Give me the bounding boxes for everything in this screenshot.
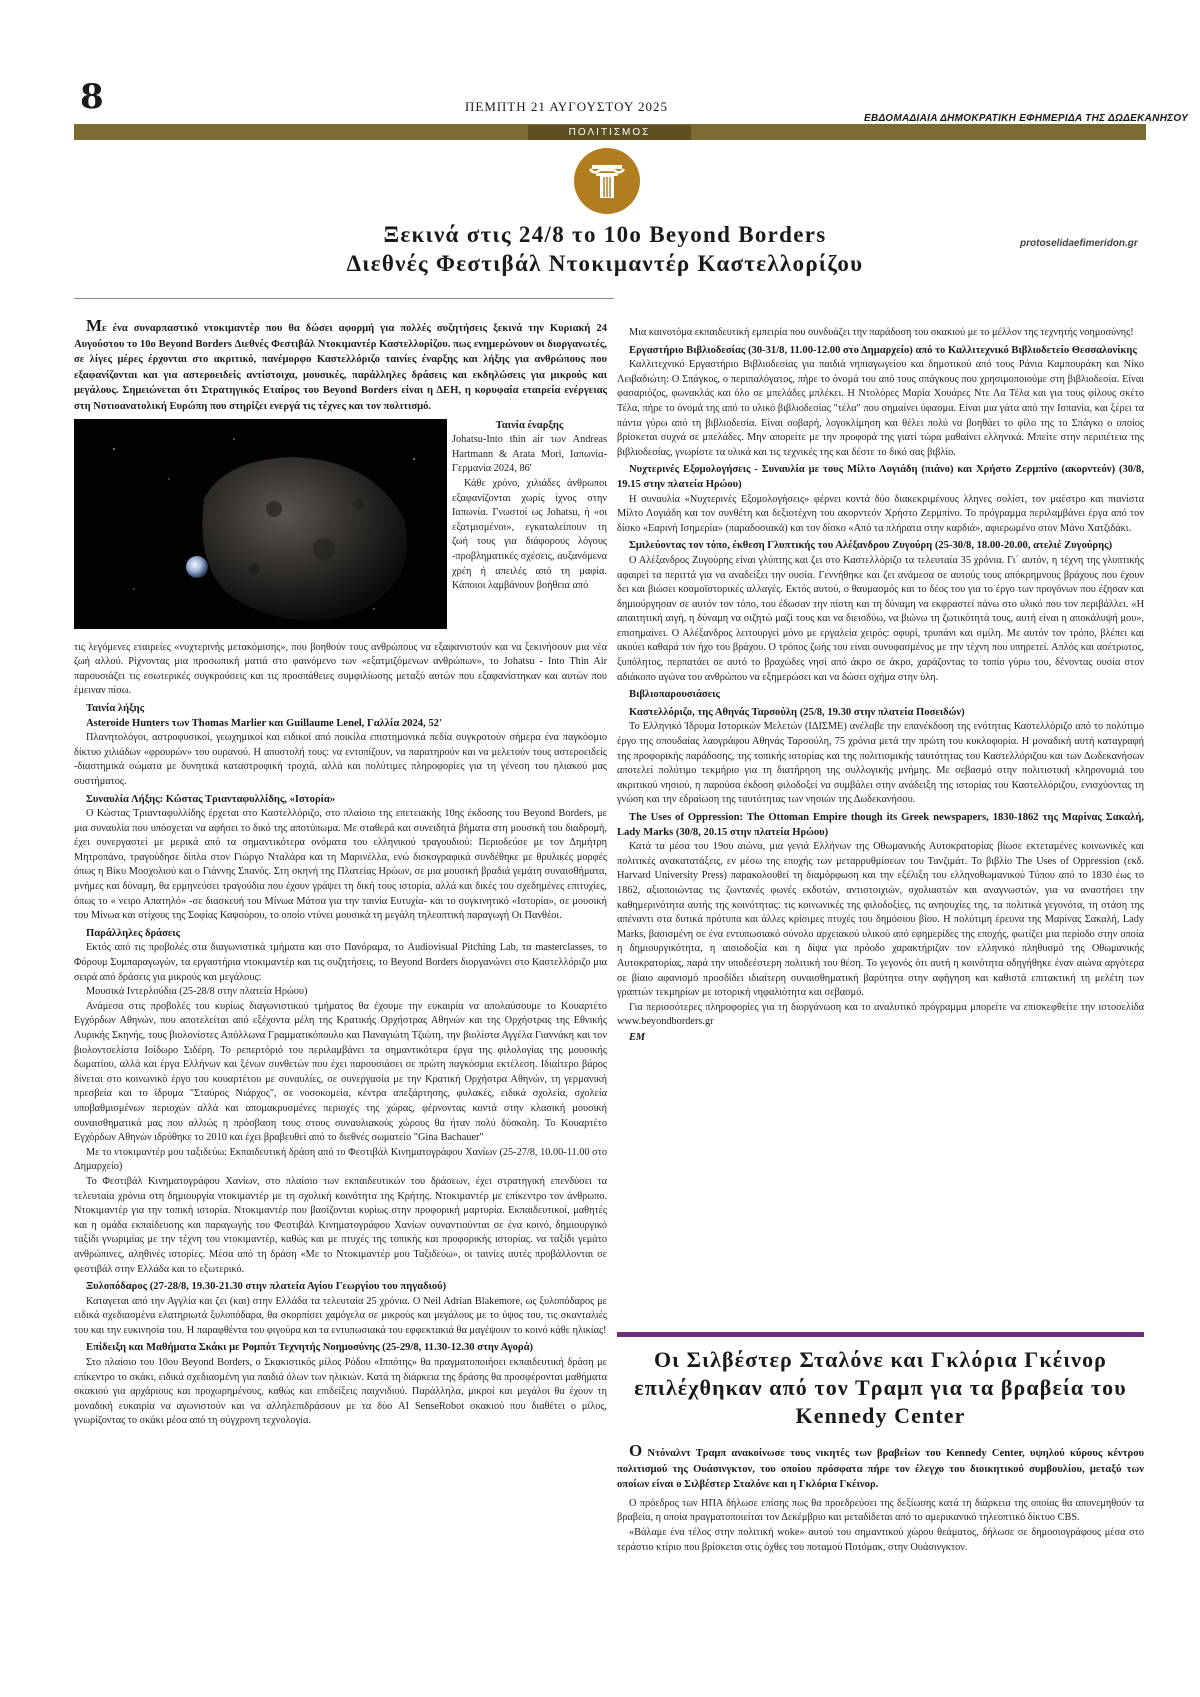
- lead-paragraph: [74, 318, 607, 415]
- night-concert-text: Η συναυλία «Νυχτερινές Εξομολογήσεις» φέρνει κοντά δύο διακεκριμένους λληνες σολίστ, τον μαέστρο και πιανίστα Μίλτο Λογιάδη και τον συνθέτη και δεξιοτέχνη του ακορντεόν Χρήστο Ζερμπίνο. Το πρόγραμμα περιλαμβάνει έργα από τον δίσκο «Εαρινή Ισημερία» (παραδοσιακά) και τον δίσκο «Από τα πλήρατα στην καρδιά», αφιερωμένο στον Μάνο Χατζιδάκι.: [617, 493, 1144, 534]
- film-open-heading: Ταινία έναρξης: [495, 419, 564, 431]
- article2-paragraph-2: «Βάλαμε ένα τέλος στην πολιτική woke» αυτού του σημαντικού χώρου θεάματος, δήλωσε σε δημοσιογράφους μέσα στο τεράστιο κτίριο που βρίσκεται στις όχθες του ποταμού Ποτόμακ, στην Ουάσινγκτον.: [617, 1526, 1144, 1553]
- drop-cap: Μ: [86, 316, 103, 335]
- stilts-text: Καταγεται από την Αγγλία και ζει (και) στην Ελλάδα τα τελευταία 25 χρόνια. Ο Neil Adrian Blakemore, ως ξυλοπόδαρος με ειδικά σχεδιασμένα ελατηριωτά ξυλοπόδαρα, θα σκορπίσει χαμόγελα σε μικρούς και μεγάλους με το ύψος του, τις σκανταλιές του και την ευκινησία του. Η παραφθέντα του φιγούρα και τα εντυπωσιακά του εφφεκτακιά θα μαγέψουν το κοινό κάθε ηλικίας!: [74, 1295, 607, 1336]
- interlude-text: Ανάμεσα στις προβολές του κυρίως διαγωνιστικού τμήματος θα έχουμε την ευκαιρία να απολαύσουμε το Κουαρτέτο Εγχόρδων Αθηνών, που αποτελείται από εξέχοντα μέλη της Κρατικής Ορχήστρας Αθηνών και της Ορχήστρας της Εθνικής Λυρικής Σκηνής, τους βιολονίστες Απόλλωνα Γραμματικόπουλο και Παναγιώτη Τζιώτη, την βιολίστα Αγγέλα Γιαννάκη και τον βιολοντσελίστα Ισίδωρο Σιδέρη. Το ρεπερτόριό του περιλαμβάνει τα σημαντικότερα έργα της φιλολογίας της μουσικής δωματίου, αλλά και έργα Ελλήνων και ξένων συνθετών που έχει παρουσιάσει σε πρώτη παγκόσμια εκτέλεση. Ιδιαίτερο βάρος δίνεται στο κοινωνικό έργο του κουαρτέτου με συναυλίες, σε συνεργασία με την Κρατική Ορχήστρα Αθηνών, τη γερμανική πρεσβεία και το ίδρυμα "Σταύρος Νιάρχος", σε νοσοκομεία, κέντρα απεξάρτησης, φυλακές, ειδικά σχολεία, σχολεία υποβαθμισμένων περιοχών αλλά και απομακρυσμένες περιοχές της χώρας, φέρνοντας κοντά στην κλασική μουσική συναισθηματικά μας που αλλιώς η πρόσβαση τους στους συναυλιακούς χώρους θα ήταν πολύ δύσκολη. Το Κουαρτέτο Εγχόρδων Αθηνών ιδρύθηκε το 2010 και έχει βραβευθεί από το διεθνές σωματείο "Gina Bachauer": [74, 1000, 607, 1144]
- sculpture-heading: Σμιλεύοντας τον τόπο, έκθεση Γλυπτικής του Αλέξανδρου Ζυγούρη (25-30/8, 18.00-20.00, ατελιέ Ζυγούρης): [629, 540, 1113, 552]
- article2-body: [617, 1443, 1144, 1555]
- article2-drop-cap: Ο: [629, 1441, 643, 1460]
- concert-heading: Συναυλία Λήξης: Κώστας Τριανταφυλλίδης, «Ιστορία»: [86, 793, 336, 805]
- headline-line-2: Διεθνές Φεστιβάλ Ντοκιμαντέρ Καστελλορίζου: [346, 251, 864, 276]
- film-close-title: Asteroide Hunters των Thomas Marlier και Guillaume Lenel, Γαλλία 2024, 52': [86, 717, 442, 729]
- article-left-column: [74, 318, 607, 1429]
- bookbinding-text: Καλλιτεχνικό Εργαστήριο Βιβλιοδεσίας για παιδιά νηπιαγωγείου και δημοτικού από τους Ράνια Καμπουράκη και Νίκο Λειβαδιώτη: Ο Σπάγκος, ο περιπαλόγατος, πήρε το όνομά του από τους σπάγκους που χρησιμοποιούμε στη βιβλιοδεσία. Είναι φασαριόζος, φωνακλάς και όλο σε μπελάδες μπλέκει. Η Ντολόρες Μαρία Χουάρες Ντε Λα Τέλα και για τους φίλους σκέτο Τέλα, πήρε το όνομά της από το υλικό βιβλιοδεσίας "τέλα" που σημαίνει ύφασμα. Είναι μια γάτα από την Ισπανία, και ξέρει τα πάντα γύρω από τη βιβλιοδεσία. Είναι σοβαρή, λογοκλίμηση και θέλει πολύ να βοηθάει το φίλο της το Σπάγκο ο οποίος βρίσκεται συχνά σε μπελάδες. Μην απορείτε με την προφορά της γιατί τώρα μαθαίνει ελληνικά. Μπείτε στην περιπέτεια της βιβλιοδεσίας, γνωρίστε τα υλικά και τις τεχνικές της και δέστε το δικό σας βιβλίο.: [617, 359, 1144, 458]
- photo-side-text: [452, 419, 607, 594]
- divider: [74, 298, 614, 299]
- asteroid-image: [74, 419, 447, 629]
- parallel-heading: Παράλληλες δράσεις: [86, 927, 181, 939]
- dateline: ΠΕΜΠΤΗ 21 ΑΥΓΟΥΣΤΟΥ 2025: [465, 99, 669, 114]
- article-headline: [210, 220, 1000, 278]
- masthead: ΕΒΔΟΜΑΔΙΑΙΑ ΔΗΜΟΚΡΑΤΙΚΗ ΕΦΗΜΕΡΙΔΑ ΤΗΣ ΔΩΔΕΚΑΝΗΣΟΥ: [864, 113, 1189, 124]
- sculpture-text: Ο Αλέξανδρος Ζυγούρης είναι γλύπτης και ζει στο Καστελλόριζο τα τελευταία 35 χρόνια. Γι΄ αυτόν, η τέχνη της γλυπτικής αφαιρεί τα περιττά για να αναδείξει την ουσία. Γεννήθηκε και ζει ανάμεσα σε αυτούς τους απόκρημνους βράχους που έχουν δει και βιώσει κοσμοϊστορικές αλλαγές. Εκτός αυτού, ο θαυμασμός και το δέος του για το έργο των προγόνων που έζησαν και δημιούργησαν σε αυτόν τον τόπο, του έδωσαν την πίστη και τη δύναμη να εκφραστεί πάνω στο υλικό που τον περιβάλλει. «Η απαιτητική αιγή, η δύναμη να σιζητώ μαζί τους και να διεισδύω, να βιώνω τη ζωτικότητά τους, αυτή είναι η αποκάλυψή μου», επισημαίνει. Ο Αλέξανδρος λειτουργεί μόνο με εργαλεία χειρός: σφυρί, τρυπάνι και σμίλη. Με αυτόν τον τρόπο, βλέπει και ακούει καθαρά τον ήχο του βράχου. Ο τρόπος ζωής του είναι συνυφασμένος με την τέχνη που υπηρετεί. Απλός και ασέτρωτος, ξυπόλητος, περπατάει σε αυτό το βραχώδες νησί από άκρο σε άκρο, χαράζοντας το τοπίο γύρω του, δένοντας ουσία στον αδιάκοπο αγώνα του ανθρώπου να εξημερώσει και να δώσει σχήμα στην ύλη.: [617, 554, 1144, 683]
- article2-paragraph-1: Ο πρόεδρος των ΗΠΑ δήλωσε επίσης πως θα προεδρεύσει της δεξίωσης κατά τη διάρκεια της οποίας θα απονεμηθούν τα βραβεία, η οποία πραγματοποιείται τον Δεκέμβριο και μεταδίδεται από το αμερικανικό τηλεοπτικό δίκτυο CBS.: [617, 1497, 1144, 1524]
- film-open-continued: τις λεγόμενες εταιρείες «νυχτερινής μετακόμισης», που βοηθούν τους ανθρώπους να εξαφανιστούν και να ξεκινήσουν μια νέα ζωή αλλού. Ρίχνοντας μια προσωπική ματιά στο φαινόμενο των «εξατμιζόμενων ανθρώπων», το Johatsu - Into Thin Air παρουσιάζει τις εσωτερικές συγκρούσεις και τις προσπάθειες συμφιλίωσης μεταξύ αυτών που εξαφανίστηκαν και αυτών που έμειναν πίσω.: [74, 641, 607, 697]
- book-presentations-heading: Βιβλιοπαρουσιάσεις: [629, 689, 720, 701]
- film-close-text: Πλανητολόγοι, αστροφυσικοί, γεωχημικοί και ειδικοί από ποικίλα επιστημονικά πεδία συγκροτούν σήμερα ένα παγκόσμιο δίκτυο χιλιάδων «φρουρών» του ουρανού. Η αποστολή τους: να εντοπίζουν, να παρατηρούν και να μελετούν τους αστεροειδείς -διαστημικά σώματα με δυνητικά καταστροφική τροχιά, αλλά και πολύτιμες πληροφορίες για τη γένεση του ηλιακού μας συστήματος.: [74, 732, 607, 787]
- headline-line-1: Ξεκινά στις 24/8 το 10ο Beyond Borders: [383, 222, 827, 247]
- chess-heading: Επίδειξη και Μαθήματα Σκάκι με Ρομπότ Τεχνητής Νοημοσύνης (25-29/8, 11.30-12.30 στην Αγορά): [86, 1342, 534, 1354]
- parallel-text: Εκτός από τις προβολές στα διαγωνιστικά τμήματα και στο Πανόραμα, το Audiovisual Pitching Lab, τα masterclasses, το Φόρουμ Συμπαραγωγών, τα εργαστήρια ντοκιμαντέρ και τις συζητήσεις, το Beyond Borders διοργανώνει στο Καστελλόριζο μια σειρά από δράσεις για μικρούς και μεγάλους:: [74, 942, 607, 983]
- travel-heading: Με το ντοκιμαντέρ μου ταξιδεύω: Εκπαιδευτική δράση από το Φεστιβάλ Κινηματογράφου Χανίων (25-27/8, 10.00-11.00 στο Δημαρχείο): [74, 1146, 607, 1173]
- concert-text: Ο Κώστας Τριανταφυλλίδης έρχεται στο Καστελλόριζο, στο πλαίσιο της επετειακής 10ης έκδοσης του Beyond Borders, με μια συναυλία που υπόσχεται να αφήσει το δικό της αποτύπωμα. Με σταθερά και συνειδητά βήματα στη μουσική του διαδρομή, έχει συνεργαστεί με μερικά από τα σημαντικότερα ονόματα του ελληνικού τραγουδιού: Περιοδεύσε με τον Δημήτρη Μητροπάνο, τραγούδησε δίπλα στον Γιώργο Νταλάρα και τη Μαρινέλλα, ενώ δισκογραφικά συνδέθηκε με θρυλικές μορφές όπως η Βίκυ Μοσχολιού και ο Γιάννης Σπανός. Στη σκηνή της Πλατείας Ηρώων, σε μια μουσική βραδιά γεμάτη συναισθήματα, μνήμες και δύναμη, θα ερμηνεύσει τραγούδια που έχουν γράψει τη δική τους ιστορία, αλλά και δικές του σχεδημένες επιτυχίες, όπως το « νειρο Απατηλό» -σε διασκευή του Μίνωα Μάτσα για την ταινία Ευτυχία- και το συγκινητικό «Ιστορία», σε μουσική του Μίνωα και στίχους της Σοφίας Καψούρου, το οποίο ντύνει μουσικά τη μεγάλη τηλεοπτική παραγωγή Οι Πανθέοι.: [74, 808, 607, 922]
- article-right-column: [617, 326, 1144, 1046]
- book1-heading: Καστελλόριζο, της Αθηνάς Ταρσούλη (25/8, 19.30 στην πλατεία Ποσειδών): [629, 706, 965, 718]
- column-capital-icon: [574, 148, 640, 214]
- book2-text: Κατά τα μέσα του 19ου αιώνα, μια γενιά Ελλήνων της Οθωμανικής Αυτοκρατορίας βίωσε εκτεταμένες κοινωνικές και πολιτικές ανακατατάξεις, εν μέσω της εποχής των μεταρρυθμίσεων του Τανζιμάτ. Το βιβλίο The Uses of Oppression (εκδ. Harvard University Press) παρακολουθεί τη διαμόρφωση και την εξέλιξη του ελληνοθωμανικού Τύπου από το 1830 έως το 1862, αξιοποιώντας τις ζωντανές φωνές εκδοτών, αντιστοιχιών, σχολιαστών και αναγνωστών, για να αναστήσει την καθημερινότητα αυτής της κοινότητας: τις κοινωνικές της φιλοδοξίες, τις ανησυχίες της, τα πολιτικά γεγονότα, τη στάση της απέναντι στα δυτικά πρότυπα και άλλες κρίσιμες πτυχές του δημόσιου βίου. Η πολύτιμη έρευνα της Μαρίνας Σακαλή, Lady Marks, βασισμένη σε ένα εντυπωσιακό σύνολο αρχειακού υλικού από εφημερίδες της εποχής, φωτίζει μια περίοδο στην οποία η δημιουργικότητα, η αισιοδοξία και η δίψα για πρόοδο χαρακτήριζαν τον ελληνικό πληθυσμό της Οθωμανικής Αυτοκρατορίας, παρά την υποδεέστερη πολιτική του θέση. Το γεγονός ότι αυτή η κοινότητα οδηγήθηκε έναν αιώνα αργότερα σε βίαιο αφανισμό προσδίδει ιδιαίτερη συναισθηματική βαρύτητα στην αφήγηση και καθιστά επιτακτική τη μελέτη των γραπτών τεκμηρίων με ιστορική νηφαλιότητα και σεβασμό.: [617, 841, 1144, 999]
- article2-headline: Οι Σιλβέστερ Σταλόνε και Γκλόρια Γκέινορ επιλέχθηκαν από τον Τραμπ για τα βραβεία του Kennedy Center: [634, 1347, 1127, 1428]
- page-number: 8: [80, 77, 104, 117]
- book2-heading: The Uses of Oppression: The Ottoman Empire though its Greek newspapers, 1830-1862 της Μαρίνας Σακαλή, Lady Marks (30/8, 20.15 στην πλατεία Ηρώου): [617, 812, 1144, 838]
- bookbinding-heading: Εργαστήριο Βιβλιοδεσίας (30-31/8, 11.00-12.00 στο Δημαρχείο) από το Καλλιτεχνικό Βιβλιοδετείο Θεσσαλονίκης: [629, 344, 1137, 356]
- lead-text: ε ένα συναρπαστικό ντοκιμαντέρ που θα δώσει αφορμή για πολλές συζητήσεις ξεκινά την Κυριακή 24 Αυγούστου το 10ο Beyond Borders Διεθνές Φεστιβάλ Ντοκιμαντέρ Καστελλορίζου. πως ενημερώνουν οι διοργανωτές, σε λίγες μέρες έρχονται στο ακριτικό, πανέμορφο Καστελλόριζο ταινίες έναρξης και λήξης για ανθρώπους που εξαφανίζονται και για αστεροειδείς αντίστοιχα, μουσικές, παράλληλες δράσεις και εκδηλώσεις για μικρούς και μεγάλους. Σημειώνεται ότι Στρατηγικός Εταίρος του Beyond Borders είναι η ΔΕΗ, η κορυφαία εταιρεία ενέργειας στη Νοτιοανατολική Ευρώπη που στηρίζει ενεργά τις τέχνες και τον πολιτισμό.: [74, 323, 607, 412]
- asteroid-photo: [74, 419, 447, 629]
- film-close-heading: Ταινία λήξης: [86, 702, 145, 714]
- film-open-text: Κάθε χρόνο, χιλιάδες άνθρωποι εξαφανίζονται χωρίς ίχνος στην Ιαπωνία. Γνωστοί ως Johatsu, ή «οι εξατμισμένοι», εγκαταλείπουν τη ζωή τους για διάφορους λόγους -προβληματικές σχέσεις, αυξανόμενα χρέη ή απειλές από τη μαφία. Κάποιοι λαμβάνουν βοήθεια από: [452, 477, 607, 592]
- chess-text-2: Μια καινοτόμα εκπαιδευτική εμπειρία που συνδυάζει την παράδοση του σκακιού με το μέλλον της τεχνητής νοημοσύνης!: [629, 327, 1134, 338]
- stilts-heading: Ξυλοπόδαρος (27-28/8, 19.30-21.30 στην πλατεία Αγίου Γεωργίου του πηγαδιού): [86, 1281, 447, 1293]
- article2-lead-text: Ντόναλντ Τραμπ ανακοίνωσε τους νικητές των βραβείων του Kennedy Center, υψηλού κύρους κέντρου πολιτισμού της Ουάσινγκτον, του οποίου πρόσφατα πήρε τον έλεγχο του διοικητικού συμβουλίου, μεταξύ των οποίων είναι ο Σιλβέστερ Σταλόνε και η Γκλόρια Γκέινορ.: [617, 1448, 1144, 1491]
- section-tag: ΠΟΛΙΤΙΣΜΟΣ: [528, 125, 691, 140]
- photo-row: [74, 419, 607, 641]
- watermark: protoselidaefimeridon.gr: [1020, 238, 1138, 249]
- article-divider: [617, 1332, 1144, 1337]
- closing-text: Για περισσότερες πληροφορίες για τη διοργάνωση και το αναλυτικό πρόγραμμα μπορείτε να επισκεφθείτε την ιστοσελίδα www.beyondborders.gr: [617, 1001, 1144, 1028]
- travel-text: Το Φεστιβάλ Κινηματογράφου Χανίων, στο πλαίσιο των εκπαιδευτικών του δράσεων, έχει στρατηγική επενδύσει τα τελευταία χρόνια στη δημιουργία ντοκιμαντέρ με τη σχολική κοινότητα της Κρήτης. Ντοκιμαντέρ με επίκεντρο τον άνθρωπο. Ντοκιμαντέρ για την τοπική ιστορία. Ντοκιμαντέρ που βασίζονται κυρίως στην προφορική μαρτυρία. Εκπαιδευτικοί, μαθητές και η ομάδα εκπαίδευσης και παραγωγής του Φεστιβάλ Κινηματογράφου Χανίων συναντιούνται σε ένα κοινό, δημιουργικό ταξίδι γνωριμίας με την τέχνη του ντοκιμαντέρ, καθώς και με πτυχές της τοπικής και προφορικής ιστορίας. να ταξίδι γεμάτο ανθρώπινες, αληθινές ιστορίες. Μέσα από τη δράση «Με το Ντοκιμαντέρ μου Ταξιδεύω», οι ταινίες αυτές προβάλλονται σε φεστιβάλ στην Ελλάδα και το εξωτερικό.: [74, 1175, 607, 1275]
- chess-text: Στο πλαίσιο του 10ου Beyond Borders, ο Σκακιστικός μίλος Ρόδου «Ιππότης» θα πραγματοποιήσει εκπαιδευτική δράση με επίκεντρο το σκάκι, ειδικά σχεδιασμένη για παιδιά όλων των ηλικιών. Κατά τη διάρκεια της δράσης θα προσφέρονται μαθήματα σκακιού για αρχάριους και προχωρημένους, καθώς και επιδείξεις παιχνιδιού. Παράλληλα, μικροί και μεγάλοι θα έχουν τη μοναδική ευκαιρία να αγωνιστούν και να αλληλεπιδράσουν με τα δύο AI SenseRobot σκακιού που διαθέτει ο μίλος, γνωρίζοντας το σκάκι μέσα από τη σύγχρονη τεχνολογία.: [74, 1357, 607, 1427]
- article2-lead: [617, 1443, 1144, 1493]
- interlude-heading: Μουσικά Ιντερλούδια (25-28/8 στην πλατεία Ηρώου): [86, 986, 308, 998]
- author-signature: EM: [629, 1031, 646, 1043]
- book1-text: Το Ελληνικό Ίδρυμα Ιστορικών Μελετών (ΙΔΙΣΜΕ) ανέλαβε την επανέκδοση της ενότητας Καστελλόριζο από το πολύτιμο έργο της σπουδαίας λαογράφου Αθηνάς Ταρσούλη, 75 χρόνια μετά την πρώτη του κυκλοφορία. Η μοναδική αυτή καταγραφή της προφορικής παράδοσης, της τοπικής ιστορίας και της πολιτισμικής ταυτότητας του Καστελλόριζου και των Δωδεκανήσων αποτελεί πολύτιμο τεκμήριο για τη διατήρηση της συλλογικής μνήμης. Με σεβασμό στην πολιτιστική κληρονομιά του ακριτικού νησιού, η παρούσα έκδοση φιλοδοξεί να συμβάλει στην ανάδειξη της ιστορίας του Καστελλόριζου, ενισχύοντας τη γνώση και την εδραίωση της ταυτότητας των νησιών της Δωδεκανήσου.: [617, 721, 1144, 806]
- night-concert-heading: Νυχτερινές Εξομολογήσεις - Συναυλία με τους Μίλτο Λογιάδη (πιάνο) και Χρήστο Ζερμπίνο (ακορντεόν) (30/8, 19.15 στην πλατεία Ηρώου): [617, 464, 1144, 490]
- film-open-title: Johatsu-Into thin air των Andreas Hartmann & Arata Mori, Ιαπωνία- Γερμανία 2024, 86': [452, 434, 607, 475]
